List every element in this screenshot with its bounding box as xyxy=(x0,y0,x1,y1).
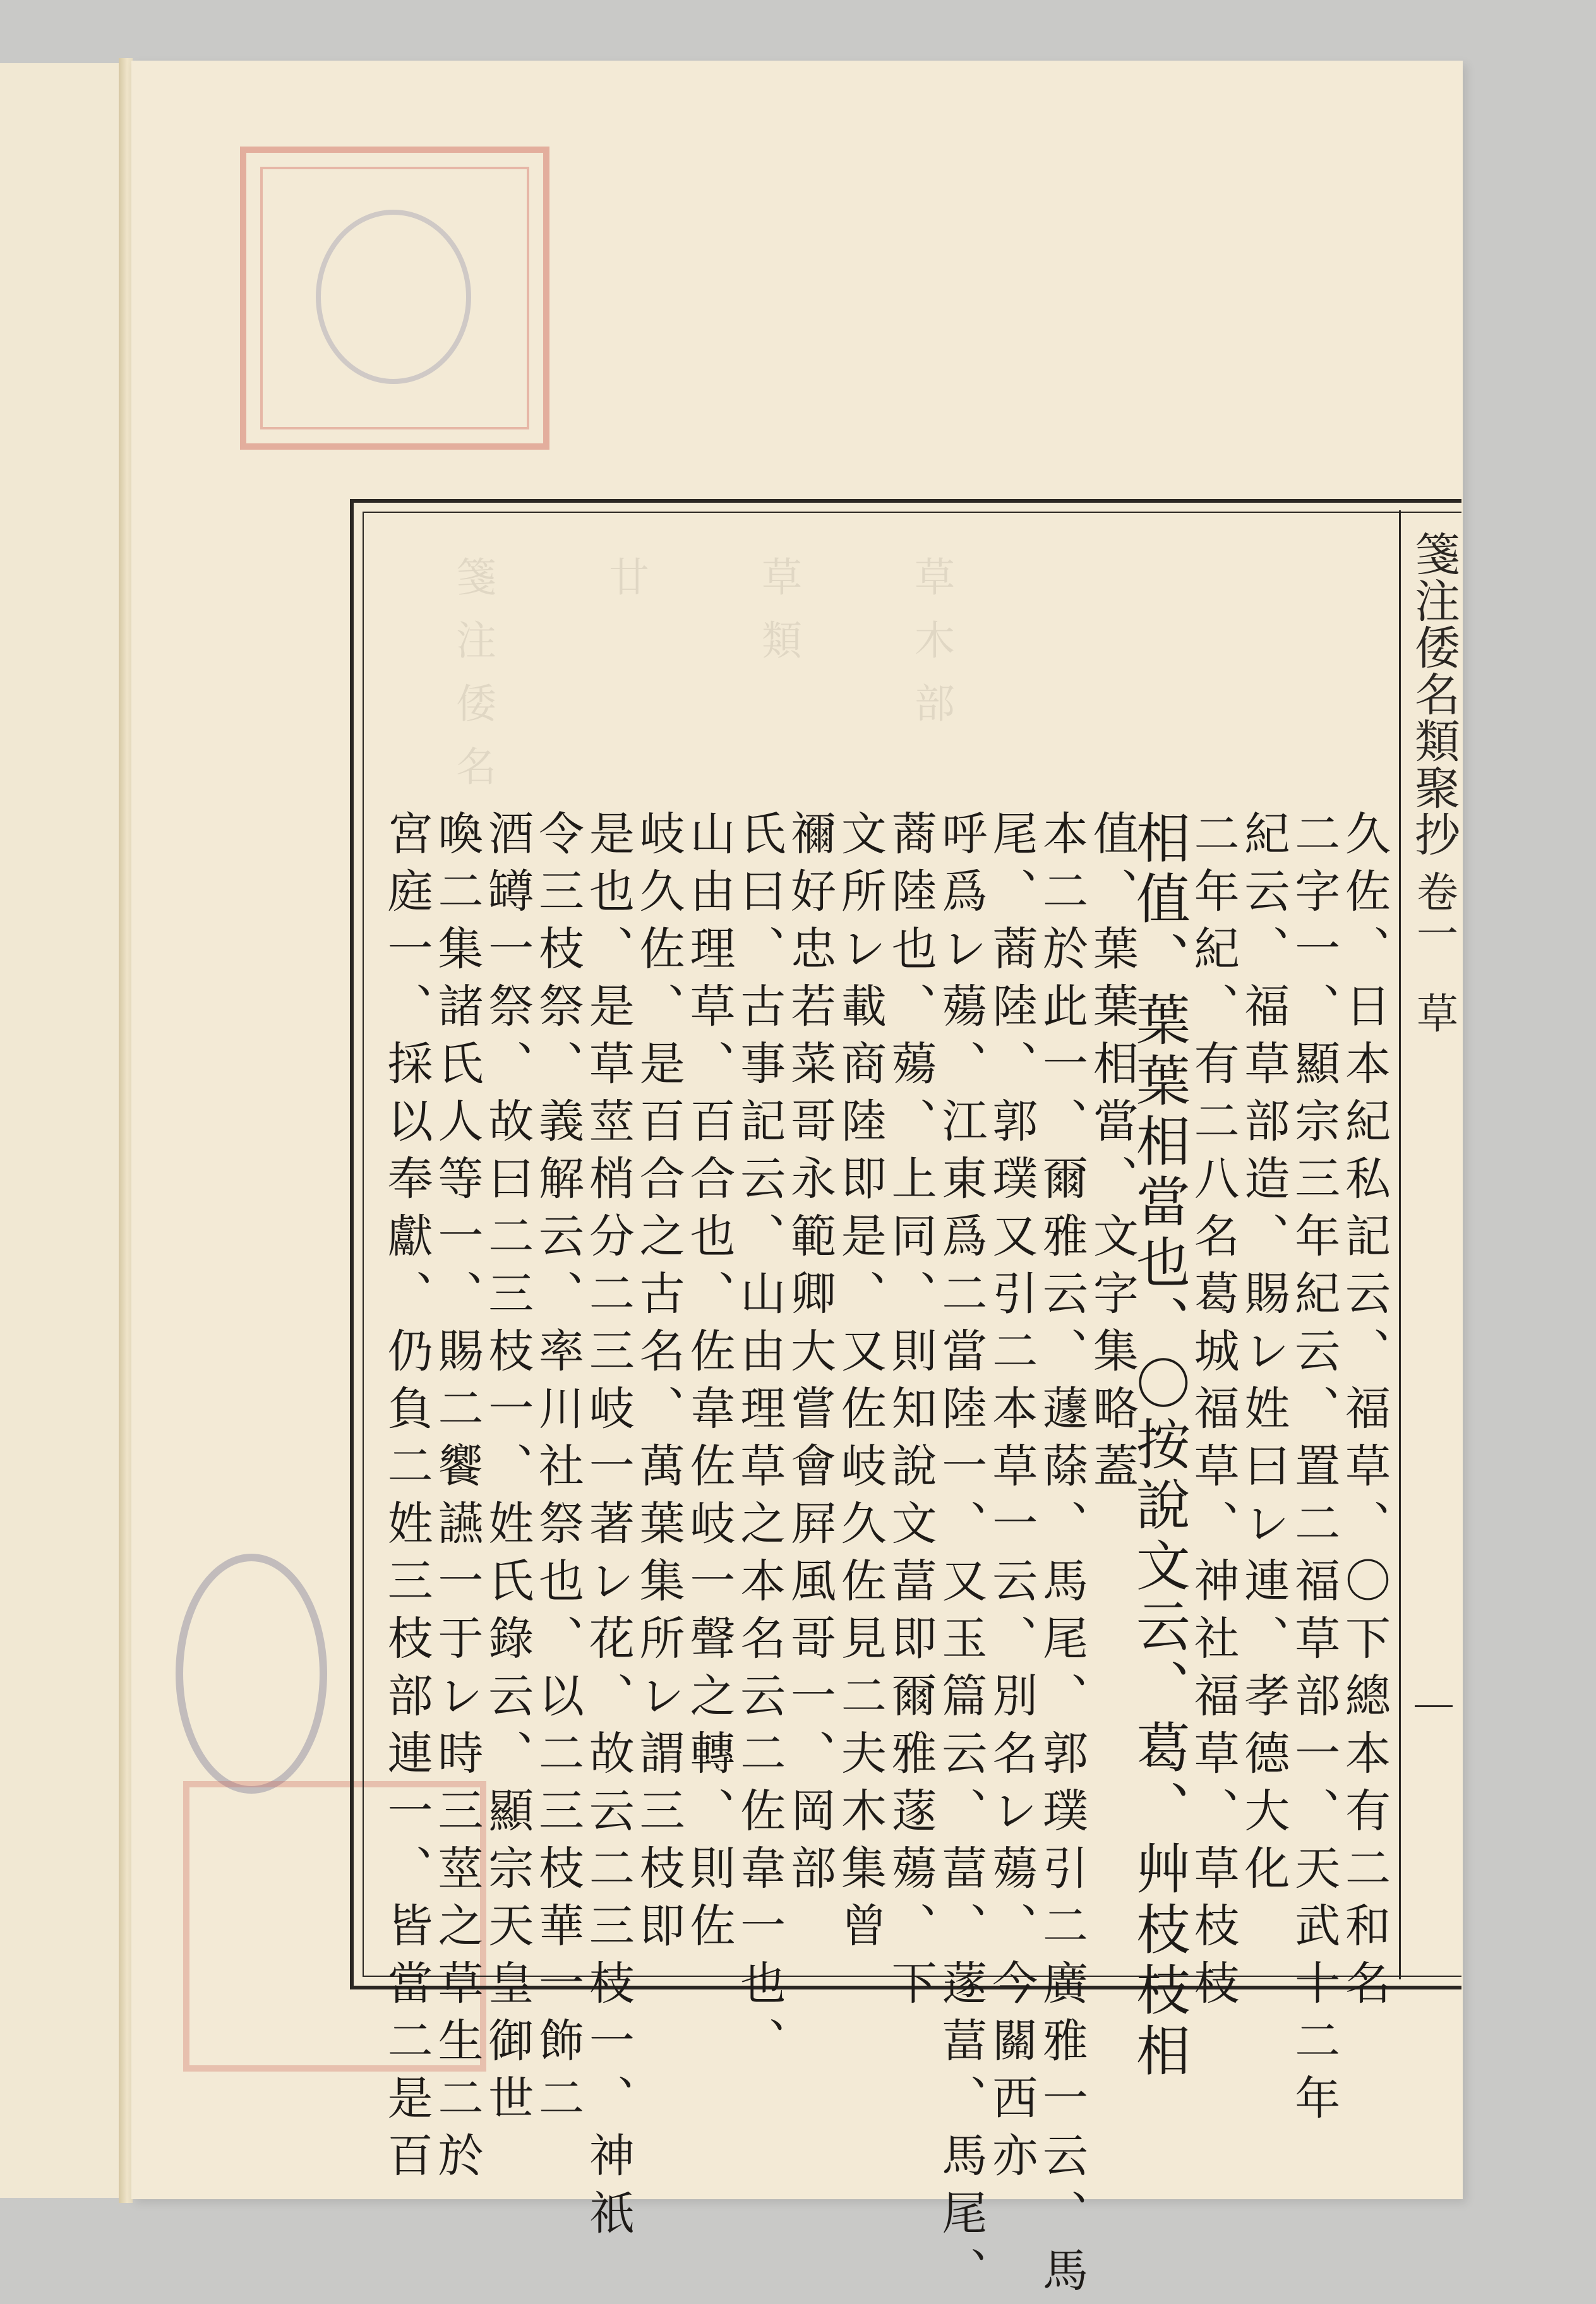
text-column: 岐久佐、是百合之古名、萬葉集所レ謂三枝即 xyxy=(632,810,685,1959)
running-header xyxy=(1408,518,1459,1971)
text-column: 文所レ載商陸即是、又佐岐久佐見二夫木集曾 xyxy=(833,810,887,1959)
book-spine xyxy=(119,58,133,2203)
text-column: 本二於此一、爾雅云、蘧蒢、馬尾、郭璞引二廣雅一云、馬 xyxy=(1035,810,1089,2304)
text-column: 氏曰、古事記云、山由理草之本名云二佐韋一也、 xyxy=(733,810,786,2074)
left-page xyxy=(0,63,121,2198)
ghost-line: 草木部 xyxy=(908,556,954,745)
ghost-line: 箋注倭名 xyxy=(449,556,496,808)
text-column: 二年紀、有二八名葛城福草、神社福草、草枝枝 xyxy=(1186,810,1240,2017)
ghost-line: 廿 xyxy=(602,556,649,619)
text-column: 二字一、顯宗三年紀云、置二福草部一、天武十二年 xyxy=(1287,810,1341,2132)
text-column: 宮庭一、採以奉獻、仍負二姓三枝部連一、皆當二是百 xyxy=(380,810,433,2189)
library-seal-square xyxy=(240,147,549,450)
seal-ink-mark xyxy=(316,210,471,384)
text-column: 山由理草、百合也、佐韋佐岐一聲之轉、則佐 xyxy=(682,810,736,1959)
text-column: 呼爲レ薚、江東爲二當陸一、又玉篇云、葍、蓫葍、馬尾、 xyxy=(934,810,988,2304)
text-column: 紀云、福草部造、賜レ姓曰レ連、孝德大化 xyxy=(1237,810,1290,1902)
main-text xyxy=(379,810,1391,2304)
text-column: 是也、是草莖梢分二三岐一著レ花、故云二三枝一、神祇 xyxy=(581,810,635,2247)
page-mark xyxy=(1415,1705,1453,1707)
volume-label: 卷一 xyxy=(1409,870,1458,954)
text-column: 尾、蔏陸、郭璞又引二本草一云、別名レ薚、今關西亦 xyxy=(985,810,1038,2189)
text-column: 喚二集諸氏人等一、賜二饗讌一于レ時三莖之草生二於 xyxy=(430,810,484,2189)
text-column-headword: 相值、葉葉相當也、〇按說文云、葛、艸枝枝相 xyxy=(1126,810,1190,2083)
text-column: 酒罇一祭、故曰二三枝一、姓氏錄云、顯宗天皇御世 xyxy=(481,810,534,2132)
text-column: 禰好忠若菜哥永範卿大嘗會屛風哥一、岡部 xyxy=(783,810,837,1902)
text-column: 久佐、日本紀私記云、福草、〇下總本有二和名 xyxy=(1338,810,1391,2017)
library-seal-oval xyxy=(176,1554,327,1794)
book-title: 箋注倭名類聚抄 xyxy=(1407,531,1460,858)
text-column: 令三枝祭、義解云、率川社祭也、以二三枝華一飾二 xyxy=(531,810,585,2132)
section-label: 草 xyxy=(1409,992,1458,1033)
ghost-line: 草類 xyxy=(755,556,801,682)
text-column: 值、葉葉相當、文字集略蓋 xyxy=(1085,810,1139,1499)
text-column: 蔏陸也、薚、上同、則知說文葍即爾雅蓫薚、下 xyxy=(884,810,937,2017)
header-rule xyxy=(1399,510,1401,1979)
